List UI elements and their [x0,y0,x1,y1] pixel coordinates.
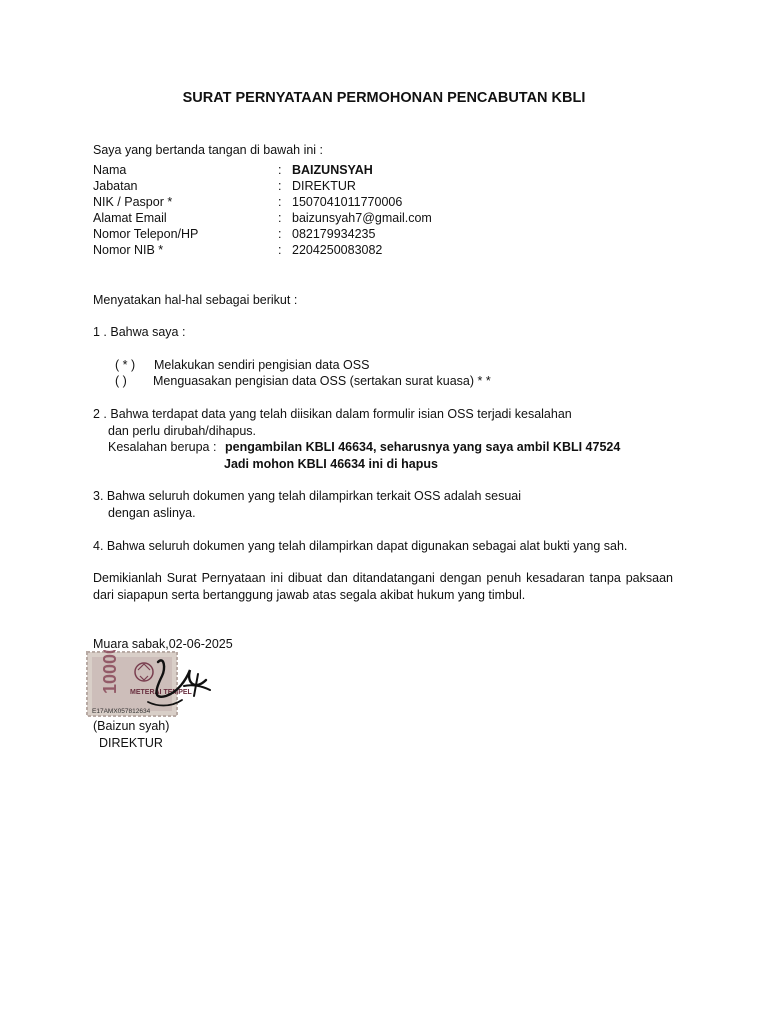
point2-line1: 2 . Bahwa terdapat data yang telah diisikan dalam formulir isian OSS terjadi kesalahan [93,407,572,421]
point3-line1: 3. Bahwa seluruh dokumen yang telah dilampirkan terkait OSS adalah sesuai [93,489,522,503]
field-label-phone: Nomor Telepon/HP [93,227,199,241]
stamp-label: METERAI TEMPEL [130,689,192,696]
statement-intro: Menyatakan hal-hal sebagai berikut : [93,293,298,307]
field-label-nib: Nomor NIB * [93,243,164,257]
point3-line2: dengan aslinya. [108,506,196,520]
point4-text: 4. Bahwa seluruh dokumen yang telah dilampirkan dapat digunakan sebagai alat bukti yang sah. [93,539,628,553]
field-separator: : [278,227,282,241]
signer-name: (Baizun syah) [93,719,170,733]
point1-heading: 1 . Bahwa saya : [93,325,186,339]
field-label-email: Alamat Email [93,211,167,225]
point2-error-label: Kesalahan berupa : [108,440,217,454]
place-date: Muara sabak,02-06-2025 [93,637,233,651]
field-separator: : [278,211,282,225]
field-label-name: Nama [93,163,127,177]
point2-error-line2: Jadi mohon KBLI 46634 ini di hapus [224,457,438,471]
stamp-serial: E17AMX057812634 [92,708,151,715]
intro-text: Saya yang bertanda tangan di bawah ini : [93,143,324,157]
field-value-name: BAIZUNSYAH [292,163,373,177]
meterai-stamp-with-signature [86,650,216,720]
closing-paragraph: Demikianlah Surat Pernyataan ini dibuat dan ditandatangani dengan penuh kesadaran tanpa paksaan dari siapapun serta bertanggung jawab atas segala akibat hukum yang timbul. [93,571,673,602]
point1-option2-mark: ( ) [115,374,127,388]
field-value-email: baizunsyah7@gmail.com [292,211,432,225]
document-title: SURAT PERNYATAAN PERMOHONAN PENCABUTAN KBLI [182,90,586,106]
field-value-phone: 082179934235 [292,227,376,241]
point1-option1-mark: ( * ) [115,358,136,372]
field-label-nik: NIK / Paspor * [93,195,173,209]
field-value-nik: 1507041011770006 [292,195,403,209]
stamp-amount: 10000 [100,650,120,694]
field-value-position: DIREKTUR [292,179,356,193]
field-value-nib: 2204250083082 [292,243,383,257]
point2-error-line1: pengambilan KBLI 46634, seharusnya yang saya ambil KBLI 47524 [225,440,621,454]
field-separator: : [278,195,282,209]
field-separator: : [278,243,282,257]
field-separator: : [278,179,282,193]
point1-option1-text: Melakukan sendiri pengisian data OSS [154,358,370,372]
field-label-position: Jabatan [93,179,138,193]
signer-title: DIREKTUR [99,736,163,750]
point1-option2-text: Menguasakan pengisian data OSS (sertakan surat kuasa) * * [153,374,491,388]
meterai-stamp-image [86,650,216,720]
field-separator: : [278,163,282,177]
point2-line2: dan perlu dirubah/dihapus. [108,424,257,438]
